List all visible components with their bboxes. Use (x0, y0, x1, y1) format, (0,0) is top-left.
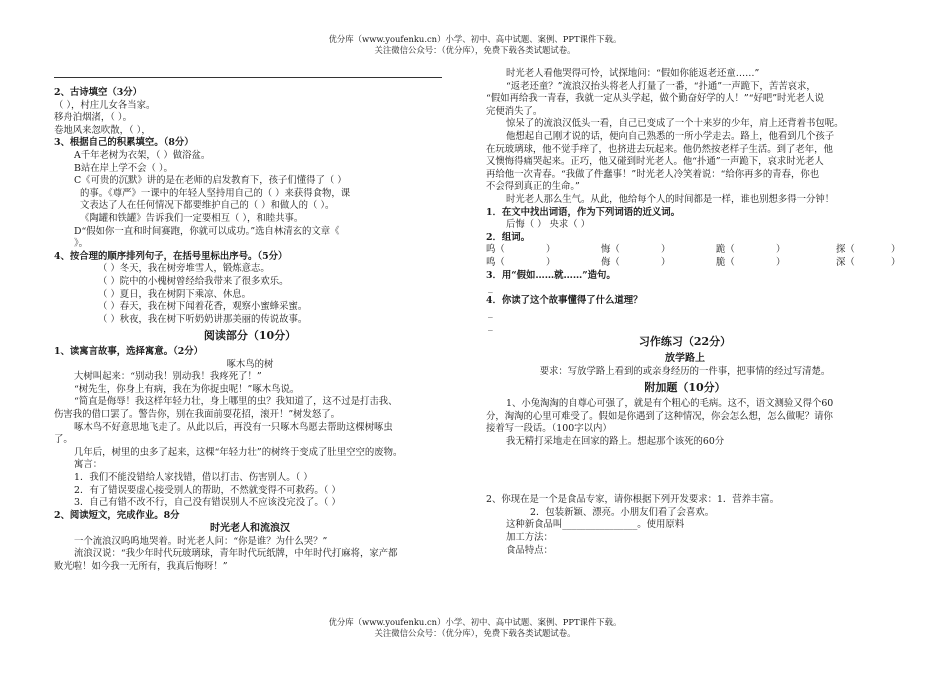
rq1-title: 1．在文中找出词语，作为下列词语的近义词。 (486, 206, 681, 218)
r1-p5: 几年后，树里的虫多了起来，这棵“年轻力壮”的树终于变成了肚里空空的废物。 (74, 446, 403, 458)
bonus-heading: 附加题（10分） (644, 381, 726, 395)
r2-title: 2、阅读短文，完成作业。8分 (54, 509, 180, 521)
bonus-2a: 2、你现在是一个是食品专家，请你根据下列开发要求：1．营养丰富。 (486, 494, 780, 506)
bonus-2b: 2．包装新颖、漂亮。小朋友们看了会喜欢。 (530, 506, 715, 518)
writing-heading: 习作练习（22分） (638, 335, 732, 349)
rq2-row-1 (486, 244, 901, 257)
r1-title: 1、读寓言故事，选择寓意。（2分） (54, 346, 203, 358)
reading-heading: 阅读部分（10分） (203, 329, 297, 343)
r1-p3a: “简直是侮辱！我这样年轻力壮，身上哪里的虫？我知道了，这不过是打击我、 (74, 396, 398, 408)
top-divider (54, 77, 442, 78)
q2-line-1: （ ），村庄儿女各当家。 (54, 99, 156, 111)
story-s4b: 他想起自己刚才说的话，便向自己熟悉的一所小学走去。路上，他看到几个孩子 (506, 130, 835, 142)
rq2-title: 2．组词。 (486, 231, 531, 243)
bonus-2d: 加工方法： (506, 532, 553, 544)
story-s4a: 惊呆了的流浪汉低头一看，自己已变成了一个十来岁的少年，肩上还背着书包呢。 (506, 118, 844, 130)
story-s5: 时光老人那么生气。从此，他给每个人的时间都是一样，谁也别想多得一分钟！ (506, 193, 835, 205)
q4-item: （ ）夏日，我在树阴下乘凉、休息。 (98, 288, 251, 300)
r1-p2: “树先生，你身上有病，我在为你捉虫呢！”啄木鸟说。 (74, 383, 300, 395)
word-cell: ） (661, 256, 671, 268)
r1-p4a: 啄木鸟不好意思地飞走了。从此以后，再没有一只啄木鸟愿去帮助这棵树啄虫 (74, 421, 393, 433)
q2-line-2: 移舟泊烟渚，（ ）。 (54, 112, 132, 124)
rq1-line: 后悔（ ） 央求（ ） (506, 219, 590, 231)
r1-story-title: 啄木鸟的树 (226, 358, 274, 370)
story-s4f: 不会得到真正的生命。” (486, 181, 580, 193)
answer-line: _ (488, 319, 493, 331)
r2-p2a: 流浪汉说：“我少年时代玩玻璃球，青年时代玩纸牌，中年时代打麻将，家产都 (74, 548, 398, 560)
footer-line-2: 关注微信公众号：（优分库），免费下载各类试题试卷。 (374, 627, 576, 638)
word-cell: ） (891, 256, 901, 268)
story-s3a: “假如再给我一青春，我就一定从头学起，做个勤奋好学的人！”“好吧”时光老人说 (486, 93, 824, 105)
q2-title: 2、古诗填空（3分） (54, 87, 143, 98)
q3-b: B站在岸上学不会（ ）。 (74, 162, 173, 174)
r1-moral-label: 寓言： (74, 459, 103, 471)
word-cell: ） (776, 256, 786, 268)
left-column (54, 87, 446, 574)
r1-p4b: 了。 (54, 434, 73, 446)
word-cell: ） (546, 256, 556, 268)
q3-c4: 《陶罐和铁罐》告诉我们一定要相互（ ），和睦共事。 (80, 212, 304, 224)
bonus-2c: 这种新食品叫________________。使用原料 (506, 519, 685, 531)
word-cell: 跪（ (716, 244, 735, 256)
story-s1: 时光老人看他哭得可怜，试探地问：“假如你能返老还童……” (506, 68, 760, 79)
bonus-1a: 1、小兔淘淘的自尊心可强了，就是有个粗心的毛病。这不，语文测验又得个60 (506, 397, 834, 409)
q3-d1: D“假如你一直和时间赛跑，你就可以成功。”选自林清玄的文章《 (74, 225, 340, 237)
answer-line: _ (488, 282, 493, 294)
word-cell: ） (661, 244, 671, 256)
q3-a: A千年老树为衣架，（ ）做浴盆。 (74, 149, 211, 161)
q4-title: 4、按合理的顺序排列句子，在括号里标出序号。（5分） (54, 250, 288, 262)
footer-line-1: 优分库（www.youfenku.cn）小学、初中、高中试题、案例、PPT课件下载。 (328, 617, 622, 627)
word-cell: ） (546, 244, 556, 256)
bonus-2e: 食品特点： (506, 544, 553, 556)
page-footer (0, 617, 950, 638)
story-s4e: 再给他一次青春。“我做了件蠢事！”时光老人冷笑着说：“给你再多的青春，你也 (486, 168, 820, 180)
story-s2: “返老还童？”流浪汉抬头将老人打量了一番，“扑通”一声跪下，苦苦哀求， (506, 80, 816, 92)
q4-item: （ ）春天，我在树下闻着花香，观察小蜜蜂采蜜。 (98, 301, 308, 313)
q3-c1: C《可贵的沉默》讲的是在老师的启发教育下，孩子们懂得了（ ） (74, 175, 347, 187)
q4-item: （ ）冬天，我在树旁堆雪人，锻炼意志。 (98, 263, 270, 275)
writing-space (486, 448, 884, 494)
r2-p2b: 败光啦！如今我一无所有，我真后悔呀！” (54, 560, 228, 572)
q3-title: 3、根据自己的积累填空。（8分） (54, 137, 194, 149)
q3-c3: 文表达了人在任何情况下都要维护自己的（ ）和做人的（ ）。 (80, 200, 335, 212)
bonus-1c: 接着写一段话。（100字以内） (486, 423, 612, 435)
rq2-row-2 (486, 256, 901, 270)
header-line-2: 关注微信公众号：（优分库），免费下载各类试题试卷。 (374, 44, 576, 55)
story-s3b: 完便消失了。 (486, 105, 543, 117)
q3-d2: 》。 (74, 238, 89, 250)
word-cell: 侮（ (601, 256, 620, 268)
story-s4c: 在玩玻璃球，他不觉手痒了，也挤进去玩起来。他仍然按老样子生活。到了老年，他 (486, 143, 833, 155)
q4-item: （ ）秋夜，我在树下听奶奶讲那美丽的传说故事。 (98, 313, 308, 325)
r2-p1: 一个流浪汉呜呜地哭着。时光老人问：“你是谁？为什么哭？” (74, 535, 328, 547)
rq4-title: 4．你读了这个故事懂得了什么道理？ (486, 294, 643, 306)
header-line-1: 优分库（www.youfenku.cn）小学、初中、高中试题、案例、PPT课件下载。 (328, 34, 622, 44)
r2-story-title: 时光老人和流浪汉 (210, 523, 290, 535)
word-cell: 探（ (836, 244, 855, 256)
word-cell: 脆（ (716, 256, 735, 268)
r1-p3b: 伤害我的借口罢了。警告你，别在我面前耍花招，滚开！”树发怒了。 (54, 408, 341, 420)
word-cell: 深（ (836, 256, 855, 268)
bonus-1d: 我无精打采地走在回家的路上。想起那个该死的60分 (506, 435, 725, 447)
writing-title: 放学路上 (665, 353, 705, 365)
q4-item: （ ）院中的小槐树曾经给我带来了很多欢乐。 (98, 275, 289, 287)
story-s4d: 又懊悔得痛哭起来。正巧，他又碰到时光老人。他“扑通”一声跪下，哀求时光老人 (486, 156, 824, 168)
page-header (0, 34, 950, 55)
rq3-title: 3．用“假如……就……”造句。 (486, 269, 616, 281)
word-cell: 悔（ (601, 244, 620, 256)
q2-line-3: 卷地风来忽吹散，（ ）， (54, 124, 151, 136)
word-cell: 呜（ (486, 244, 505, 256)
word-cell: 鸣（ (486, 256, 505, 268)
writing-requirement: 要求：写放学路上看到的或亲身经历的一件事，把事情的经过写清楚。 (539, 365, 831, 377)
r1-p1: 大树叫起来：“别动我！别动我！我疼死了！” (74, 371, 262, 383)
r1-option: 1．我们不能没错给人家找错，借以打击、伤害别人。（ ） (74, 471, 313, 483)
q3-c2: 的事。《尊严》一课中的年轻人坚持用自己的（ ）来获得食物，课 (80, 187, 351, 199)
word-cell: ） (891, 244, 901, 256)
r1-option: 3．自己有错不改不行，自己没有错误别人不应该没完没了。（ ） (74, 497, 341, 509)
answer-line: _ (488, 307, 493, 319)
r1-option: 2．有了错误要虚心接受别人的帮助，不然就变得不可救药。（ ） (74, 484, 341, 496)
bonus-1b: 分，淘淘的心里可难受了。假如是你遇到了这种情况，你会怎么想，怎么做呢？请你 (486, 410, 833, 422)
word-cell: ） (776, 244, 786, 256)
right-column (486, 68, 901, 557)
